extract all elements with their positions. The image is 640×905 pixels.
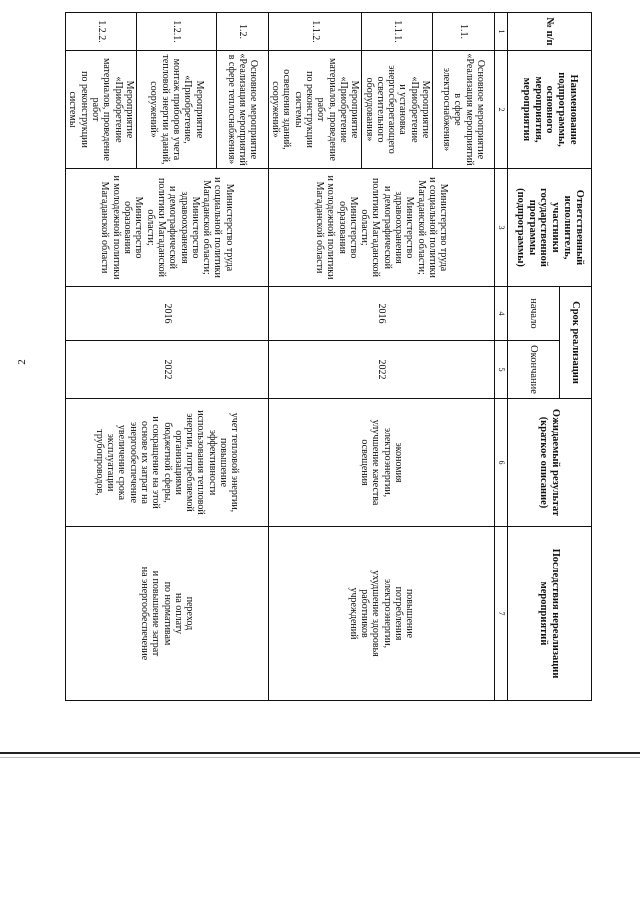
row-number: 1.1.2.	[268, 13, 361, 51]
header-executor: Ответственный исполнитель, участники государственной программы (подпрограммы)	[508, 169, 592, 287]
row-end-year: 2022	[66, 341, 269, 399]
header-num: № п/п	[508, 13, 592, 51]
column-number: 2	[495, 51, 508, 169]
row-name: Мероприятие «Приобретение материалов, проведение работ по реконструкции системы освещения зданий, сооружений»	[268, 51, 361, 169]
header-start: начало	[508, 287, 560, 341]
row-name: Мероприятие «Приобретение и установка энергосберегающего осветительного оборудования»	[362, 51, 433, 169]
row-number: 1.1.	[433, 13, 495, 51]
row-number: 1.2.	[216, 13, 268, 51]
row-name: Основное мероприятие «Реализация мероприятий в сфере теплоснабжения»	[216, 51, 268, 169]
activities-table	[65, 12, 592, 701]
row-number: 1.2.2.	[66, 13, 137, 51]
row-consequences: повышение потребления электроэнергии, ухудшение здоровья работников учреждений	[268, 527, 494, 701]
header-period: Срок реализации	[560, 287, 592, 399]
row-name: Мероприятие «Приобретение материалов, проведение работ по реконструкции системы	[66, 51, 137, 169]
row-result: учет тепловой энергии, повышение эффективности использования тепловой энергии, потребляемой организациями бюджетной сферы, и сокращение на этой основе их затрат на энергообеспечение увеличение срока эксплуатации трубопроводов,	[66, 399, 269, 527]
scan-edge-line-faint	[0, 757, 640, 758]
row-start-year: 2016	[66, 287, 269, 341]
header-consequences: Последствия нереализации мероприятий	[508, 527, 592, 701]
column-number: 7	[495, 527, 508, 701]
row-name: Основное мероприятие «Реализация мероприятий в сфере электроснабжения»	[433, 51, 495, 169]
row-number: 1.2.1.	[136, 13, 216, 51]
row-executor: Министерство труда и социальной политики Магаданской области; Министерство здравоохранения и демографической политики Магаданской области; Министерство образования и молодежной политики Магаданской области	[268, 169, 494, 287]
column-number-row	[495, 13, 508, 701]
plan-table-page	[67, 12, 592, 700]
row-number: 1.1.1.	[362, 13, 433, 51]
row-result: экономия электроэнергии, улучшение качества освещения	[268, 399, 494, 527]
column-number: 6	[495, 399, 508, 527]
column-number: 4	[495, 287, 508, 341]
row-consequences: переход на оплату по нормативам и повышение затрат на энергообеспечение	[66, 527, 269, 701]
row-start-year: 2016	[268, 287, 494, 341]
table-row	[433, 13, 495, 701]
scan-edge-line	[0, 752, 640, 754]
page-number: 2	[16, 359, 28, 365]
row-name: Мероприятие «Приобретение, монтаж приборов учета тепловой энергии зданий, сооружений»	[136, 51, 216, 169]
column-number: 5	[495, 341, 508, 399]
row-end-year: 2022	[268, 341, 494, 399]
header-name: Наименование подпрограммы, основного мероприятия, мероприятия	[508, 51, 592, 169]
header-end: Окончание	[508, 341, 560, 399]
header-result: Ожидаемый результат (краткое описание)	[508, 399, 592, 527]
column-number: 3	[495, 169, 508, 287]
table-row	[216, 13, 268, 701]
column-number: 1	[495, 13, 508, 51]
row-executor: Министерство труда и социальной политики Магаданской области; Министерство здравоохранения и демографической политики Магаданской области; Министерство образования и молодежной политики Магаданской области	[66, 169, 269, 287]
